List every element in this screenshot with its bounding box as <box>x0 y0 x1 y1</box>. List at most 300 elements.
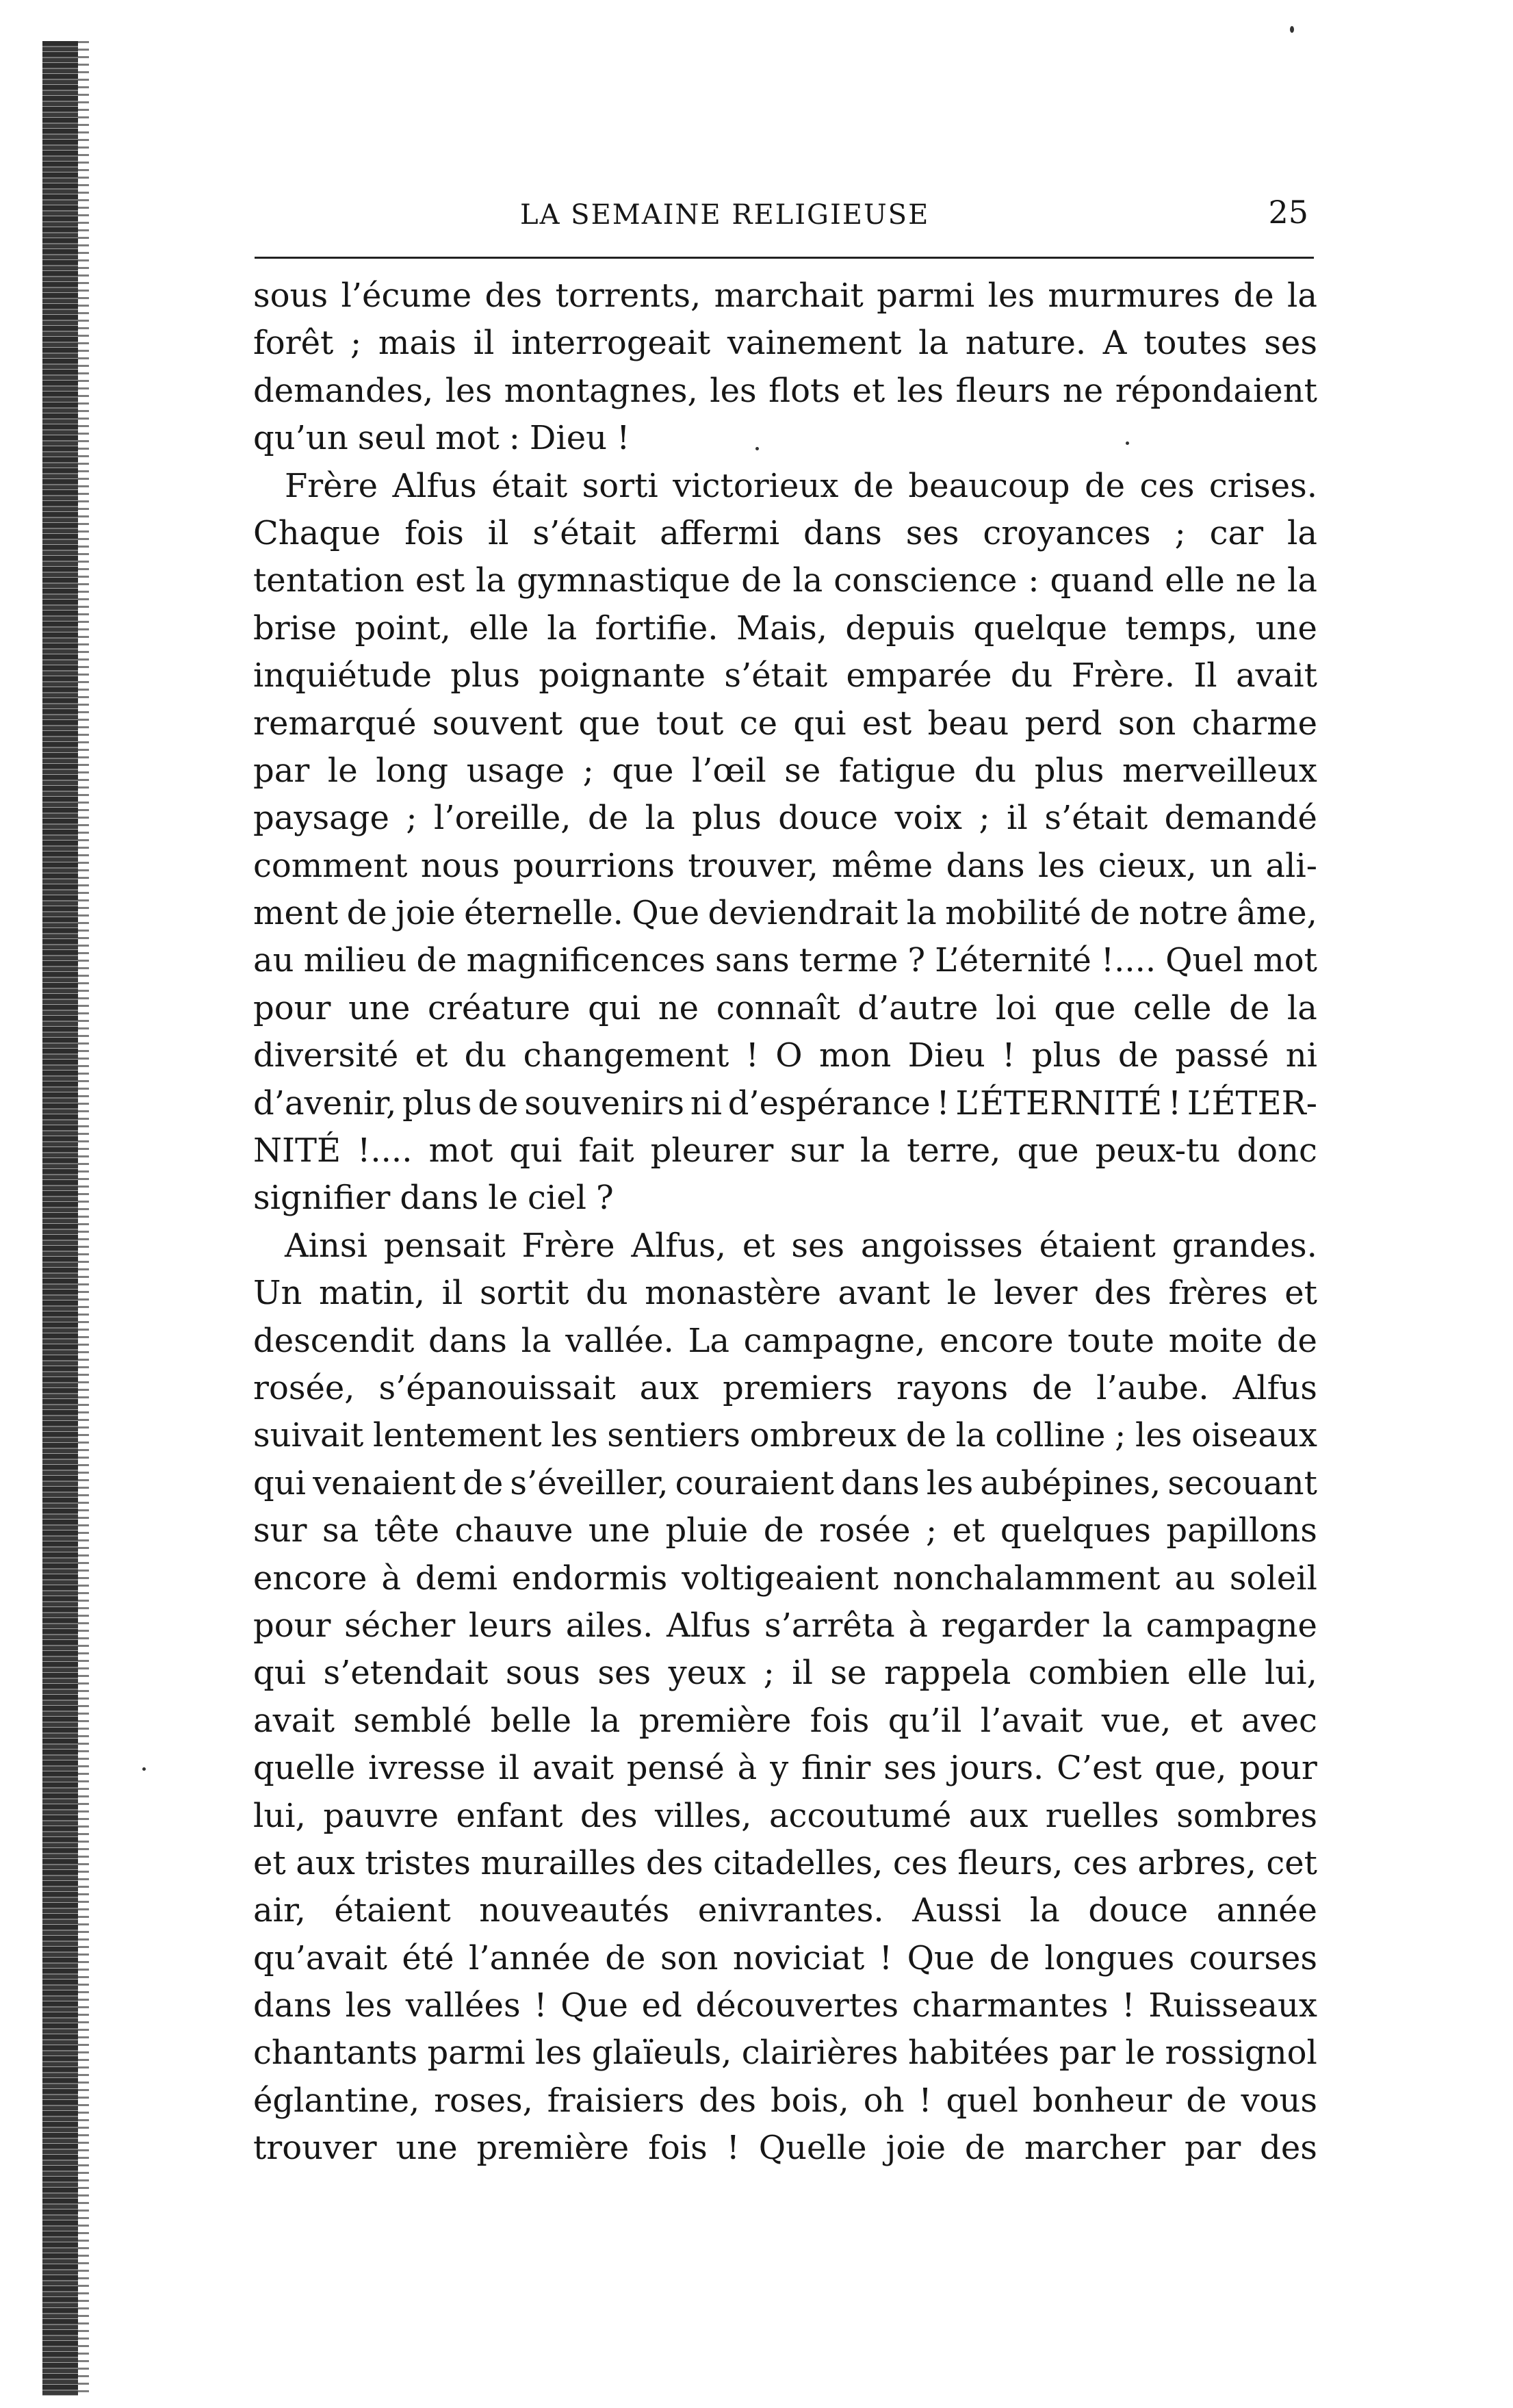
word: la <box>645 799 675 838</box>
word: brise <box>253 609 337 648</box>
word: souvenirs <box>524 1084 685 1123</box>
word: ses <box>791 1226 845 1265</box>
word: avant <box>838 1274 931 1313</box>
word: il <box>487 513 509 552</box>
word: se <box>784 751 821 790</box>
word: pour <box>1239 1749 1317 1788</box>
word: un <box>1210 846 1252 885</box>
running-title: LA SEMAINE RELIGIEUSE <box>520 199 930 231</box>
word: une <box>396 2129 458 2168</box>
word: tout <box>656 704 724 743</box>
word: Frère <box>285 466 378 505</box>
word: sous <box>505 1654 580 1693</box>
word: les <box>1037 846 1085 885</box>
word: la <box>547 609 578 648</box>
text-line <box>253 1602 1317 1650</box>
word: belle <box>490 1701 572 1740</box>
word: elle <box>1165 561 1225 600</box>
word: il <box>473 324 495 363</box>
word: courses <box>1189 1938 1317 1977</box>
word: douce <box>778 799 879 838</box>
word: NITÉ <box>253 1131 341 1170</box>
word: terme <box>799 941 898 980</box>
word: Alfus <box>667 1606 751 1645</box>
word: de <box>741 561 782 600</box>
word: descendit <box>253 1321 415 1360</box>
word: murailles <box>480 1843 636 1882</box>
word: ; <box>979 799 990 838</box>
word: ; <box>406 799 417 838</box>
word: campagne <box>1146 1606 1317 1645</box>
word: roses, <box>434 2081 533 2120</box>
word: vous <box>1241 2081 1317 2120</box>
word: il <box>1007 799 1028 838</box>
text-line <box>253 2029 1317 2077</box>
text-line <box>253 843 1317 890</box>
word: fleurs <box>955 371 1051 410</box>
word: qu’avait <box>253 1938 387 1977</box>
word: ne <box>658 988 699 1027</box>
word: oiseaux <box>1191 1416 1317 1455</box>
word: enivrantes. <box>697 1891 884 1930</box>
word: qui <box>588 988 641 1027</box>
word: Mais, <box>736 609 827 648</box>
word: ! <box>1002 1036 1016 1075</box>
word: ivresse <box>368 1749 486 1788</box>
word: !.... <box>357 1131 413 1170</box>
word: pourrions <box>513 846 675 885</box>
word: mot <box>428 1131 493 1170</box>
word: la <box>1029 1891 1060 1930</box>
word: rappela <box>883 1654 1011 1693</box>
word: endormis <box>511 1559 668 1598</box>
word: la <box>860 1131 891 1170</box>
word: de <box>416 941 457 980</box>
word: sécher <box>344 1606 456 1645</box>
word: regarder <box>941 1606 1089 1645</box>
word: de <box>478 1084 519 1123</box>
word: ne <box>1062 371 1104 410</box>
word: conscience <box>833 561 1018 600</box>
word: pluie <box>665 1511 749 1550</box>
word: s’était <box>724 656 828 695</box>
text-line <box>253 605 1317 652</box>
word: qu’un <box>253 419 348 458</box>
word: changement <box>523 1036 729 1075</box>
word: quel <box>946 2081 1018 2120</box>
word: Dieu <box>907 1036 985 1075</box>
word: qui <box>253 1463 306 1502</box>
text-line <box>253 1555 1317 1602</box>
word: le <box>327 751 358 790</box>
word: dans <box>840 1463 920 1502</box>
word: et <box>852 371 885 410</box>
word: aux <box>296 1843 355 1882</box>
word: dans <box>946 846 1025 885</box>
word: étaient <box>334 1891 451 1930</box>
word: suivait <box>253 1416 364 1455</box>
word: l’écume <box>341 277 472 315</box>
word: de <box>1032 1368 1073 1407</box>
word: L’ÉTERNITÉ <box>955 1084 1163 1123</box>
word: L’éternité <box>935 941 1091 980</box>
word: il <box>498 1749 520 1788</box>
word: finir <box>801 1749 871 1788</box>
word: soleil <box>1229 1559 1317 1598</box>
word: murmures <box>1048 277 1221 315</box>
word: et <box>1284 1274 1317 1313</box>
word: depuis <box>845 609 956 648</box>
word: l’oreille, <box>433 799 571 838</box>
text-line <box>253 890 1317 937</box>
text-line <box>253 795 1317 842</box>
word: s’etendait <box>323 1654 489 1693</box>
text-line <box>253 1650 1317 1697</box>
text-line <box>253 652 1317 700</box>
word: temps, <box>1125 609 1238 648</box>
word: la <box>918 324 949 363</box>
word: nature. <box>965 324 1087 363</box>
word: venaient <box>313 1463 456 1502</box>
word: monastère <box>645 1274 821 1313</box>
word: ! <box>879 1938 893 1977</box>
word: magnificences <box>466 941 706 980</box>
word: la <box>590 1701 621 1740</box>
word: ciel <box>528 1179 586 1218</box>
word: celle <box>1133 988 1212 1027</box>
text-line <box>253 1270 1317 1317</box>
word: fleurs, <box>957 1843 1063 1882</box>
word: encore <box>253 1559 367 1598</box>
word: accoutumé <box>768 1796 952 1835</box>
word: et <box>253 1843 286 1882</box>
word: sur <box>253 1511 307 1550</box>
word: vallée. <box>565 1321 674 1360</box>
word: de <box>1089 894 1130 933</box>
word: que, <box>1154 1749 1227 1788</box>
word: long <box>376 751 449 790</box>
text-line <box>253 700 1317 747</box>
word: La <box>688 1321 729 1360</box>
word: notre <box>1139 894 1228 933</box>
text-line <box>253 463 1317 510</box>
word: avait <box>1235 656 1317 695</box>
word: d’autre <box>857 988 979 1027</box>
word: habitées <box>908 2034 1050 2073</box>
word: qui <box>253 1654 306 1693</box>
text-line <box>253 1840 1317 1887</box>
word: ni <box>690 1084 722 1123</box>
word: du <box>464 1036 507 1075</box>
word: se <box>830 1654 867 1693</box>
word: Quel <box>1165 941 1244 980</box>
word: souvent <box>432 704 563 743</box>
word: de <box>1084 466 1126 505</box>
scanned-binding-edge <box>42 41 78 2396</box>
word: s’éveiller, <box>510 1463 669 1502</box>
word: son <box>1117 704 1176 743</box>
word: vallées <box>405 1986 521 2025</box>
word: yeux <box>668 1654 747 1693</box>
word: Alfus <box>392 466 477 505</box>
text-line <box>253 1698 1317 1745</box>
word: qui <box>793 704 846 743</box>
word: quelle <box>253 1749 356 1788</box>
word: lui, <box>1265 1654 1317 1693</box>
word: de <box>588 799 629 838</box>
text-line <box>253 985 1317 1032</box>
word: affermi <box>660 513 780 552</box>
text-line <box>253 415 1317 462</box>
word: d’espérance <box>727 1084 931 1123</box>
word: la <box>1287 561 1317 600</box>
word: jours. <box>949 1749 1044 1788</box>
word: chauve <box>454 1511 573 1550</box>
word: pour <box>253 988 331 1027</box>
word: ; <box>582 751 594 790</box>
word: emparée <box>846 656 992 695</box>
word: combien <box>1028 1654 1170 1693</box>
word: des <box>645 1843 703 1882</box>
word: ses <box>905 513 959 552</box>
text-line <box>253 2125 1317 2172</box>
word: des <box>484 277 543 315</box>
word: églantine, <box>253 2081 420 2120</box>
word: gymnastique <box>517 561 731 600</box>
word: par <box>1184 2129 1241 2168</box>
word: perd <box>1024 704 1102 743</box>
word: des <box>1094 1274 1152 1313</box>
word: nous <box>420 846 500 885</box>
word: été <box>402 1938 454 1977</box>
text-line <box>253 937 1317 984</box>
text-line <box>253 1887 1317 1934</box>
word: voltigeaient <box>682 1559 879 1598</box>
word: mot <box>435 419 500 458</box>
word: ces <box>892 1843 948 1882</box>
word: et <box>952 1511 985 1550</box>
word: Frère <box>521 1226 615 1265</box>
word: rosée, <box>253 1368 355 1407</box>
word: la <box>521 1321 552 1360</box>
word: plus <box>1031 1036 1102 1075</box>
word: l’avait <box>980 1701 1083 1740</box>
word: tête <box>374 1511 440 1550</box>
word: ! <box>726 2129 740 2168</box>
text-line <box>253 1222 1317 1270</box>
word: est <box>862 704 912 743</box>
word: clairières <box>741 2034 898 2073</box>
word: et <box>1189 1701 1223 1740</box>
word: A <box>1102 324 1127 363</box>
word: ! <box>745 1036 759 1075</box>
word: le <box>1125 2034 1156 2073</box>
word: découvertes <box>695 1986 899 2025</box>
word: lever <box>994 1274 1078 1313</box>
word: dans <box>428 1321 507 1360</box>
text-line <box>253 557 1317 604</box>
word: inquiétude <box>253 656 432 695</box>
word: ses <box>597 1654 651 1693</box>
word: ailes. <box>565 1606 654 1645</box>
word: de <box>964 2129 1005 2168</box>
word: aux <box>639 1368 699 1407</box>
word: fortifie. <box>595 609 719 648</box>
word: ! <box>617 419 630 458</box>
word: glaïeuls, <box>591 2034 732 2073</box>
word: donc <box>1237 1131 1317 1170</box>
word: mon <box>818 1036 892 1075</box>
word: était <box>491 466 568 505</box>
word: fatigue <box>838 751 956 790</box>
word: fait <box>578 1131 634 1170</box>
word: la <box>1287 513 1317 552</box>
text-line <box>253 1175 1317 1222</box>
word: l’œil <box>691 751 766 790</box>
word: tristes <box>365 1843 471 1882</box>
text-line <box>253 1745 1317 1792</box>
word: ce <box>739 704 778 743</box>
word: année <box>1216 1891 1317 1930</box>
word: la <box>955 1416 986 1455</box>
word: pensé <box>626 1749 725 1788</box>
word: la <box>792 561 823 600</box>
word: Que <box>632 894 700 933</box>
word: elle <box>1187 1654 1247 1693</box>
word: sombres <box>1176 1796 1317 1835</box>
word: loi <box>996 988 1037 1027</box>
word: campagne, <box>743 1321 926 1360</box>
body-text <box>253 272 1317 2173</box>
word: une <box>1255 609 1317 648</box>
text-line <box>253 320 1317 367</box>
word: même <box>831 846 933 885</box>
scan-speck <box>1290 26 1294 33</box>
word: : <box>1028 561 1039 600</box>
text-line <box>253 1080 1317 1127</box>
word: merveilleux <box>1122 751 1317 790</box>
word: longues <box>1044 1938 1175 1977</box>
word: des <box>699 2081 757 2120</box>
word: interrogeait <box>511 324 711 363</box>
word: milieu <box>303 941 407 980</box>
word: les <box>345 1986 392 2025</box>
word: s’épanouissait <box>378 1368 616 1407</box>
word: air, <box>253 1891 306 1930</box>
word: du <box>1010 656 1053 695</box>
word: torrents, <box>555 277 701 315</box>
word: ; <box>926 1511 937 1550</box>
word: premiers <box>723 1368 873 1407</box>
word: qui <box>509 1131 562 1170</box>
text-line <box>253 272 1317 320</box>
word: couraient <box>675 1463 834 1502</box>
text-line <box>253 747 1317 795</box>
word: Ruisseaux <box>1148 1986 1317 2025</box>
word: moite <box>1168 1321 1263 1360</box>
word: papillons <box>1166 1511 1317 1550</box>
word: quelques <box>1000 1511 1151 1550</box>
word: des <box>1260 2129 1317 2168</box>
word: nouveautés <box>479 1891 670 1930</box>
word: beau <box>927 704 1009 743</box>
word: encore <box>940 1321 1054 1360</box>
word: charmantes <box>911 1986 1109 2025</box>
word: secouant <box>1167 1463 1317 1502</box>
text-line <box>253 368 1317 415</box>
word: à <box>908 1606 928 1645</box>
word: ombreux <box>749 1416 897 1455</box>
word: de <box>346 894 387 933</box>
word: remarqué <box>253 704 417 743</box>
word: du <box>974 751 1017 790</box>
word: usage <box>466 751 565 790</box>
word: ! <box>936 1084 950 1123</box>
word: ; <box>763 1654 775 1693</box>
word: les <box>710 371 757 410</box>
word: montagnes, <box>504 371 698 410</box>
word: chantants <box>253 2034 418 2073</box>
word: C’est <box>1057 1749 1142 1788</box>
word: toutes <box>1143 324 1247 363</box>
word: les <box>987 277 1035 315</box>
word: et <box>415 1036 448 1075</box>
word: de <box>1229 988 1270 1027</box>
word: s’était <box>532 513 636 552</box>
word: Il <box>1193 656 1217 695</box>
word: demandé <box>1164 799 1317 838</box>
word: ses <box>883 1749 937 1788</box>
word: est <box>415 561 465 600</box>
page-number: 25 <box>1268 194 1308 231</box>
word: plus <box>1034 751 1104 790</box>
word: sentiers <box>607 1416 740 1455</box>
word: les <box>534 2034 582 2073</box>
word: que <box>612 751 674 790</box>
word: ? <box>907 941 926 980</box>
word: rossignol <box>1165 2034 1317 2073</box>
text-line <box>253 510 1317 557</box>
text-line <box>253 1507 1317 1554</box>
word: sous <box>253 277 328 315</box>
word: ; <box>1174 513 1186 552</box>
text-line <box>253 1793 1317 1840</box>
word: joie <box>396 894 456 933</box>
word: créature <box>428 988 571 1027</box>
word: de <box>1233 277 1274 315</box>
word: crises. <box>1208 466 1317 505</box>
word: ment <box>253 894 339 933</box>
word: grandes. <box>1172 1226 1317 1265</box>
word: que <box>1017 1131 1079 1170</box>
word: marcher <box>1024 2129 1166 2168</box>
scan-speck <box>142 1767 146 1771</box>
word: aubépines, <box>980 1463 1161 1502</box>
word: les <box>445 371 493 410</box>
word: elle <box>469 609 529 648</box>
word: paysage <box>253 799 389 838</box>
word: sans <box>714 941 790 980</box>
word: répondaient <box>1115 371 1317 410</box>
word: plus <box>450 656 520 695</box>
word: il <box>441 1274 463 1313</box>
word: d’avenir, <box>253 1084 397 1123</box>
word: l’année <box>468 1938 591 1977</box>
word: comment <box>253 846 408 885</box>
word: quelque <box>973 609 1107 648</box>
word: plus <box>402 1084 472 1123</box>
word: bois, <box>770 2081 849 2120</box>
